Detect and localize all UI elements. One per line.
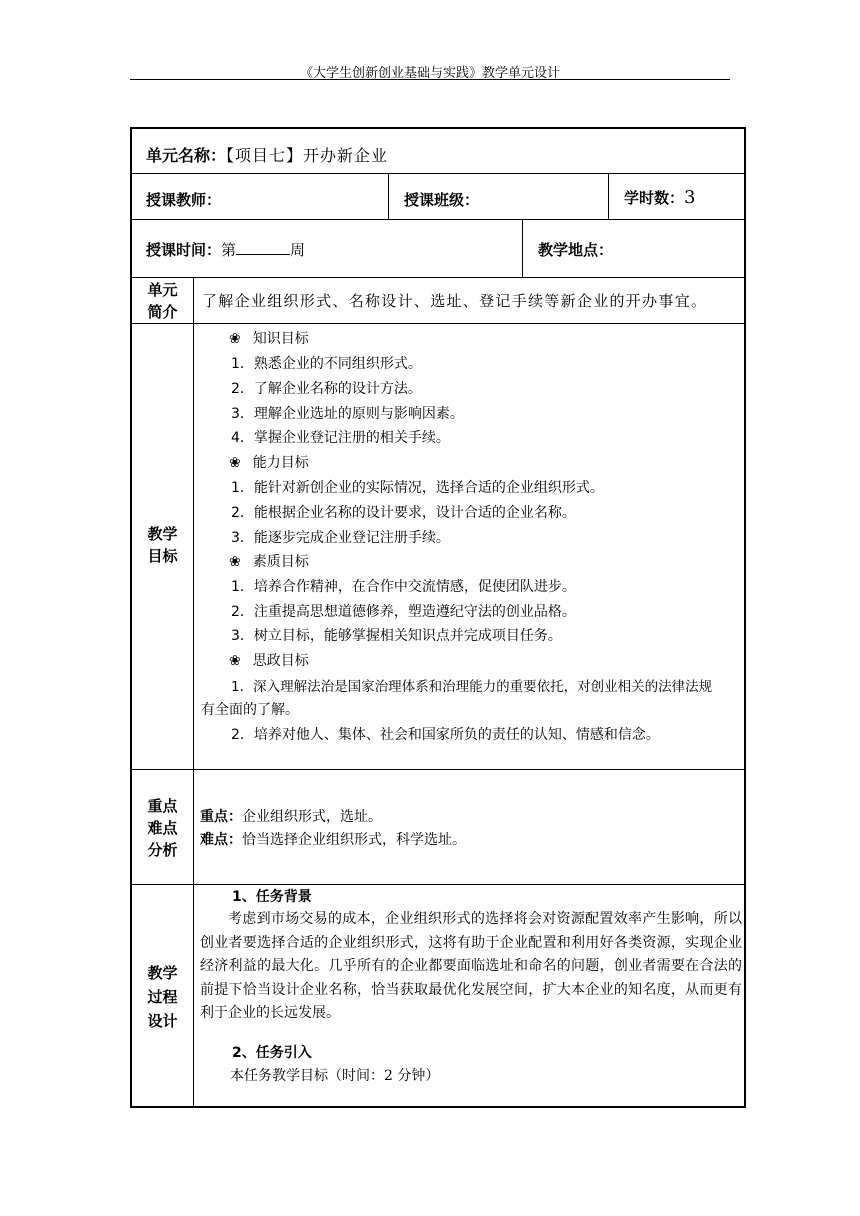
background-paragraph: 考虑到市场交易的成本，企业组织形式的选择将会对资源配置效率产生影响，所以创业者要选择合适的企业组织形式，这将有助于企业配置和利用好各类资源，实现企业经济利益的最大化。几乎所有的企业都要面临选址和命名的问题，创业者需要在合法的前提下恰当设计企业名称，恰当获取最优化发展空间，扩大本企业的知名度，从而更有利于企业的长远发展。 bbox=[200, 911, 742, 1021]
col-divider bbox=[522, 219, 523, 277]
intro-label bbox=[132, 279, 193, 323]
goal-item-continued: 有全面的了解。 bbox=[201, 702, 299, 718]
quality-title: 素质目标 bbox=[252, 554, 309, 570]
intro-task-heading: 2、任务引入 bbox=[232, 1045, 312, 1061]
goal-item: 4．掌握企业登记注册的相关手续。 bbox=[231, 430, 450, 446]
page-header: 《大学生创新创业基础与实践》教学单元设计 bbox=[299, 66, 560, 81]
intro-label-line: 单元 bbox=[147, 281, 178, 299]
time-prefix: 第 bbox=[221, 241, 237, 259]
ideology-heading bbox=[201, 650, 740, 670]
week-blank bbox=[236, 240, 290, 255]
flower-bullet-icon: ❀ bbox=[229, 653, 241, 669]
hours-label: 学时数： bbox=[624, 189, 685, 207]
goals-label-line: 目标 bbox=[147, 547, 178, 565]
keypoints-label-line: 难点 bbox=[147, 819, 178, 837]
knowledge-heading bbox=[201, 328, 740, 348]
difficulty-label: 难点： bbox=[200, 832, 242, 848]
goals-label bbox=[132, 523, 193, 567]
keypoints-label-line: 分析 bbox=[147, 841, 178, 859]
time-label: 授课时间： bbox=[146, 241, 222, 259]
process-label-line: 设计 bbox=[147, 1012, 178, 1030]
unit-name-label: 单元名称： bbox=[146, 146, 227, 165]
goal-item: 2．了解企业名称的设计方法。 bbox=[231, 381, 422, 397]
class-label: 授课班级： bbox=[404, 191, 480, 209]
place-label: 教学地点： bbox=[538, 241, 614, 259]
row-divider bbox=[132, 173, 744, 174]
intro-task-text: 本任务教学目标（时间：2 分钟） bbox=[230, 1068, 440, 1084]
flower-bullet-icon: ❀ bbox=[229, 455, 241, 471]
keypoints-label-line: 重点 bbox=[147, 797, 178, 815]
ideology-title: 思政目标 bbox=[252, 653, 309, 669]
key-point bbox=[200, 806, 382, 826]
row-divider bbox=[132, 884, 744, 885]
intro-label-line: 简介 bbox=[147, 303, 178, 321]
hours-value: 3 bbox=[684, 187, 696, 208]
goal-item: 2．培养对他人、集体、社会和国家所负的责任的认知、情感和信念。 bbox=[231, 727, 660, 743]
goal-item: 1．培养合作精神，在合作中交流情感，促使团队进步。 bbox=[231, 579, 576, 595]
intro-text: 了解企业组织形式、名称设计、选址、登记手续等新企业的开办事宜。 bbox=[202, 292, 708, 310]
goals-label-line: 教学 bbox=[147, 525, 178, 543]
quality-heading bbox=[201, 551, 740, 571]
difficulty-text: 恰当选择企业组织形式，科学选址。 bbox=[242, 832, 466, 848]
flower-bullet-icon: ❀ bbox=[229, 331, 241, 347]
ability-title: 能力目标 bbox=[252, 455, 309, 471]
ability-heading bbox=[201, 452, 740, 472]
goal-item: 2．能根据企业名称的设计要求，设计合适的企业名称。 bbox=[231, 505, 576, 521]
goal-item: 3．能逐步完成企业登记注册手续。 bbox=[231, 530, 450, 546]
process-label-line: 过程 bbox=[147, 988, 178, 1006]
goal-item: 1．能针对新创企业的实际情况，选择合适的企业组织形式。 bbox=[231, 480, 604, 496]
difficulty-point bbox=[200, 829, 466, 849]
unit-name-cell bbox=[146, 143, 388, 166]
goal-item: 3．树立目标，能够掌握相关知识点并完成项目任务。 bbox=[231, 628, 562, 644]
row-divider bbox=[132, 277, 744, 278]
keypoints-label bbox=[132, 795, 193, 861]
flower-bullet-icon: ❀ bbox=[229, 554, 241, 570]
key-label: 重点： bbox=[200, 809, 242, 825]
time-cell bbox=[146, 239, 305, 260]
lesson-table bbox=[130, 127, 746, 1108]
row-divider bbox=[132, 769, 744, 770]
hours-cell bbox=[624, 187, 695, 208]
process-label bbox=[132, 961, 193, 1033]
col-divider bbox=[388, 173, 389, 219]
goal-item: 1．深入理解法治是国家治理体系和治理能力的重要依托，对创业相关的法律法规 bbox=[231, 679, 713, 695]
knowledge-title: 知识目标 bbox=[252, 331, 309, 347]
key-text: 企业组织形式，选址。 bbox=[242, 809, 382, 825]
row-divider bbox=[132, 219, 744, 220]
header-rule bbox=[130, 79, 730, 80]
unit-name-value: 【项目七】开办新企业 bbox=[226, 146, 389, 165]
goal-item: 3．理解企业选址的原则与影响因素。 bbox=[231, 406, 464, 422]
col-divider bbox=[608, 173, 609, 219]
teacher-label: 授课教师： bbox=[146, 191, 222, 209]
time-suffix: 周 bbox=[290, 241, 306, 259]
background-heading: 1、任务背景 bbox=[232, 889, 312, 905]
process-label-line: 教学 bbox=[147, 964, 178, 982]
goals-content bbox=[193, 323, 746, 769]
goal-item: 1．熟悉企业的不同组织形式。 bbox=[231, 356, 422, 372]
goal-item: 2．注重提高思想道德修养，塑造遵纪守法的创业品格。 bbox=[231, 604, 576, 620]
